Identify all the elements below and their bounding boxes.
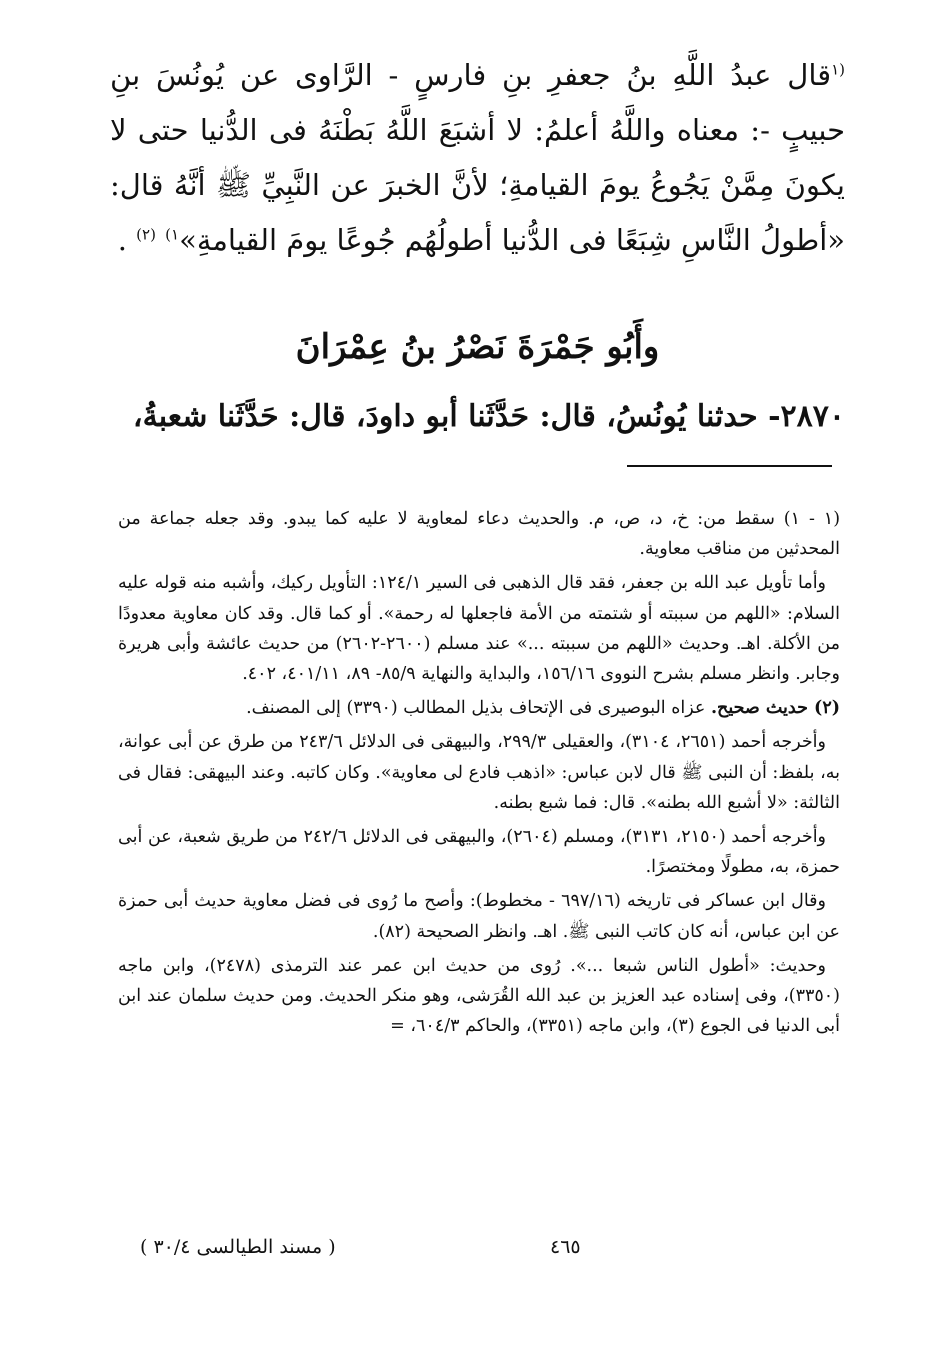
main-paragraph-text: قال عبدُ اللَّهِ بنُ جعفرِ بنِ فارسٍ - الرَّاوى عن يُونُسَ بنِ حبيبٍ -: معناه واللَّهُ أعلمُ: لا أشبَعَ اللَّهُ بَطْنَهُ فى الدُّنيا حتى لا يكونَ مِمَّنْ يَجُوعُ يومَ القيامةِ؛ لأنَّ الخبرَ عن النَّبِيِّ ﷺ أنَّهُ قال: «أطولُ النَّاسِ شِبَعًا فى الدُّنيا أطولُهُم جُوعًا يومَ القيامةِ»: [110, 58, 845, 257]
main-text-block: [110, 48, 845, 268]
main-paragraph-end: .: [117, 223, 127, 257]
footnote-marker-2: (٢): [136, 225, 156, 244]
main-paragraph: [110, 48, 845, 268]
footnote-divider: [627, 465, 832, 467]
footnote-marker-1-close: ١): [165, 225, 180, 244]
page-number: ٤٦٥: [550, 1236, 581, 1258]
footnotes-block: [118, 504, 840, 1045]
footnote-2-paragraph-5: وحديث: «أطول الناس شبعا ...». رُوى من حديث ابن عمر عند الترمذى (٢٤٧٨)، وابن ماجه (٣٣٥٠)، وفى إسناده عبد العزيز بن عبد الله القُرَشى، وهو منكر الحديث. ومن حديث سلمان عند ابن أبى الدنيا فى الجوع (٣)، وابن ماجه (٣٣٥١)، والحاكم ٦٠٤/٣، =: [118, 955, 840, 1037]
footnote-2-text: عزاه البوصيرى فى الإتحاف بذيل المطالب (٣٣٩٠) إلى المصنف.: [246, 698, 706, 719]
running-title: ( مسند الطيالسى ٣٠/٤ ): [140, 1236, 336, 1258]
footnote-1-paragraph-1: (١ - ١) سقط من: خ، د، ص، م. والحديث دعاء لمعاوية لا عليه كما يبدو. وقد جعله جماعة من المحدثين من مناقب معاوية.: [118, 509, 841, 560]
footnote-1-paragraph-2: وأما تأويل عبد الله بن جعفر، فقد قال الذهبى فى السير ١٢٤/١: التأويل ركيك، وأشبه منه قوله عليه السلام: «اللهم من سببته أو شتمته من الأمة فاجعلها له رحمة». أو كما قال. وقد كان معاوية معدودًا من الأكلة. اهـ. وحديث «اللهم من سببته ...» عند مسلم (٢٦٠٠-٢٦٠٢) من حديث عائشة وأبى هريرة وجابر. وانظر مسلم بشرح النووى ١٥٦/١٦، والبداية والنهاية ٨٥/٩- ٨٩، ٤٠١/١١، ٤٠٢.: [118, 573, 840, 685]
footnote-2-paragraph-4: وقال ابن عساكر فى تاريخه (٦٩٧/١٦ - مخطوط): وأصح ما رُوى فى فضل معاوية حديث أبى حمزة عن ابن عباس، أنه كان كاتب النبى ﷺ. اهـ. وانظر الصحيحة (٨٢).: [118, 891, 840, 942]
footnote-2-paragraph-1: [118, 693, 840, 723]
footnote-2-paragraph-2: وأخرجه أحمد (٢٦٥١، ٣١٠٤)، والعقيلى ٢٩٩/٣، والبيهقى فى الدلائل ٢٤٣/٦ من طرق عن أبى عوانة، به، بلفظ: أن النبى ﷺ قال لابن عباس: «اذهب فادع لى معاوية». وكان كاتبه. وعند البيهقى: فقال فى الثالثة: «لا أشبع الله بطنه». قال: فما شبع بطنه.: [118, 732, 840, 813]
footnote-marker-1-open: (١: [831, 60, 845, 79]
section-heading: وأَبُو جَمْرَةَ نَصْرُ بنُ عِمْرَانَ: [295, 327, 660, 367]
footnote-2-paragraph-3: وأخرجه أحمد (٢١٥٠، ٣١٣١)، ومسلم (٢٦٠٤)، والبيهقى فى الدلائل ٢٤٢/٦ من طريق شعبة، عن أبى حمزة، به، مطولًا ومختصرًا.: [118, 827, 840, 878]
footnote-2-label: (٢) حديث صحيح.: [710, 698, 840, 719]
page-footer: [110, 1232, 845, 1262]
hadith-opening-line: ٢٨٧٠- حدثنا يُونُسُ، قال: حَدَّثَنا أبو داودَ، قال: حَدَّثَنا شعبةُ،: [132, 399, 845, 434]
